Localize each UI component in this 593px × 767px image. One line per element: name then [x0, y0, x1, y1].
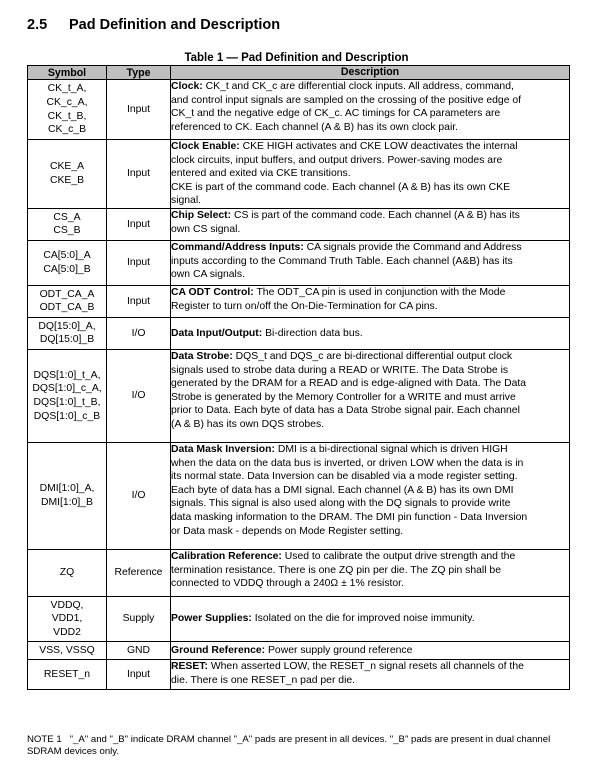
symbol-text: CA[5:0]_A [43, 250, 91, 262]
table-row [28, 549, 570, 596]
pad-function-name: RESET: [171, 660, 208, 672]
cell-description [171, 317, 570, 349]
symbol-text: DQ[15:0]_B [39, 334, 95, 346]
description-line [171, 255, 569, 269]
description-line [171, 121, 569, 135]
description-text: Isolated on the die for improved noise immunity. [254, 613, 475, 625]
table-row [28, 140, 570, 209]
description-line [171, 241, 569, 255]
cell-type: Input [107, 208, 171, 240]
description-line [171, 377, 569, 391]
cell-type: I/O [107, 349, 171, 442]
symbol-text: DQ[15:0]_A, [38, 320, 96, 332]
symbol-text: CS_A [53, 211, 81, 223]
description-line [171, 511, 569, 525]
description-text: CS is part of the command code. Each channel (A & B) has its [233, 209, 520, 221]
cell-symbol [28, 349, 107, 442]
description-text: Each byte of data has a DMI signal. Each channel (A & B) has its own DMI [171, 484, 514, 496]
description-line [171, 470, 569, 484]
header-type: Type [107, 66, 171, 80]
description-line [171, 209, 569, 223]
description-text: CK_t and the negative edge of CK_c. AC timings for CA parameters are [171, 108, 501, 120]
description-line [171, 364, 569, 378]
cell-symbol [28, 208, 107, 240]
description-line [171, 268, 569, 282]
pad-function-name: Ground Reference: [171, 644, 266, 656]
description-line [171, 80, 569, 94]
cell-symbol [28, 549, 107, 596]
cell-description [171, 442, 570, 549]
cell-description [171, 349, 570, 442]
pad-function-name: CA ODT Control: [171, 286, 254, 298]
cell-type: Supply [107, 596, 171, 641]
table-body [28, 80, 570, 690]
symbol-text: CA[5:0]_B [43, 263, 91, 275]
cell-type: Input [107, 240, 171, 285]
table-note [27, 734, 572, 758]
table-row [28, 317, 570, 349]
cell-type: GND [107, 641, 171, 659]
table-row [28, 208, 570, 240]
cell-description [171, 240, 570, 285]
cell-description [171, 140, 570, 209]
description-line [171, 327, 569, 341]
description-text: signals used to strobe data during a READ or WRITE. The Data Strobe is [171, 364, 509, 376]
header-symbol: Symbol [28, 66, 107, 80]
symbol-text: ODT_CA_A [39, 288, 95, 300]
table-row [28, 659, 570, 689]
symbol-text: CKE_B [49, 174, 85, 186]
description-text: clock circuits, input buffers, and output drivers. Power-saving modes are [171, 154, 503, 166]
description-line [171, 391, 569, 405]
description-text: or Data mask - depends on Mode Register setting. [171, 525, 404, 537]
cell-description [171, 285, 570, 317]
description-line [171, 404, 569, 418]
description-text: its normal state. Data Inversion can be disabled via a mode register setting. [171, 471, 518, 483]
cell-type: Input [107, 80, 171, 140]
pad-function-name: Command/Address Inputs: [171, 241, 304, 253]
description-line [171, 350, 569, 364]
note-label: NOTE 1 [27, 734, 62, 745]
description-line [171, 107, 569, 121]
section-heading [27, 17, 280, 33]
symbol-text: DMI[1:0]_A, [39, 483, 95, 495]
symbol-text: DQS[1:0]_t_A, [33, 369, 101, 381]
table-row [28, 285, 570, 317]
cell-type: Input [107, 140, 171, 209]
pad-function-name: Calibration Reference: [171, 550, 282, 562]
description-text: When asserted LOW, the RESET_n signal resets all channels of the [210, 660, 524, 672]
description-text: prior to Data. Each byte of data has a Data Strobe signal pair. Each channel [171, 405, 520, 417]
symbol-text: VDDQ, [50, 599, 84, 611]
symbol-text: ODT_CA_B [39, 302, 95, 314]
pad-definition-table [27, 65, 570, 690]
description-text: CK_t and CK_c are differential clock inputs. All address, command, [205, 81, 514, 92]
pad-function-name: Chip Select: [171, 209, 232, 221]
description-text: referenced to CK. Each channel (A & B) has its own clock pair. [171, 121, 459, 133]
cell-description [171, 641, 570, 659]
pad-function-name: Data Strobe: [171, 350, 233, 362]
table-caption: Table 1 — Pad Definition and Description [184, 52, 409, 64]
description-line [171, 223, 569, 237]
pad-function-name: Clock: [171, 81, 203, 92]
description-text: inputs according to the Command Truth Table. Each channel (A&B) has its [171, 255, 513, 267]
description-line [171, 674, 569, 688]
description-line [171, 167, 569, 181]
description-text: (A & B) has its own DQS strobes. [171, 418, 325, 430]
symbol-text: DQS[1:0]_c_A, [32, 383, 102, 395]
cell-symbol [28, 317, 107, 349]
description-text: own CS signal. [171, 223, 241, 235]
table-row [28, 596, 570, 641]
description-text: Power supply ground reference [268, 644, 413, 656]
cell-symbol [28, 596, 107, 641]
description-line [171, 140, 569, 154]
description-line [171, 484, 569, 498]
section-title: Pad Definition and Description [69, 17, 281, 33]
description-line [171, 497, 569, 511]
description-text: own CA signals. [171, 269, 245, 281]
description-text: DQS_t and DQS_c are bi-directional differential output clock [235, 350, 513, 362]
description-text: signal. [171, 195, 202, 207]
description-line [171, 564, 569, 578]
description-text: Strobe is generated by the Memory Controller for a WRITE and must arrive [171, 391, 516, 403]
description-text: generated by the DRAM for a READ and is edge-aligned with Data. The Data [171, 378, 527, 390]
symbol-text: CK_t_A, [47, 83, 87, 95]
description-text: Register to turn on/off the On-Die-Termination for CA pins. [171, 300, 438, 312]
description-text: Bi-direction data bus. [265, 327, 363, 339]
description-line [171, 286, 569, 300]
description-text: CKE HIGH activates and CKE LOW deactivates the internal [242, 141, 518, 152]
symbol-text: DQS[1:0]_t_B, [33, 396, 101, 408]
cell-description [171, 208, 570, 240]
symbol-text: ZQ [59, 567, 75, 579]
symbol-text: CK_c_B [47, 124, 87, 136]
description-line [171, 612, 569, 626]
cell-type: Input [107, 659, 171, 689]
pad-function-name: Clock Enable: [171, 141, 240, 152]
description-text: termination resistance. There is one ZQ pin per die. The ZQ pin shall be [171, 564, 501, 576]
description-text: signals. This signal is also used along with the DQ signals to provide write [171, 498, 511, 510]
pad-function-name: Data Mask Inversion: [171, 443, 275, 455]
table-row [28, 80, 570, 140]
cell-symbol [28, 641, 107, 659]
cell-description [171, 596, 570, 641]
description-text: Used to calibrate the output drive strength and the [284, 550, 516, 562]
pad-function-name: Data Input/Output: [171, 327, 263, 339]
cell-type: Reference [107, 549, 171, 596]
description-line [171, 194, 569, 208]
symbol-text: CK_c_A, [46, 96, 88, 108]
cell-symbol [28, 140, 107, 209]
description-line [171, 644, 569, 658]
section-number: 2.5 [27, 17, 48, 33]
note-text: "_A" and "_B" indicate DRAM channel "_A" pads are present in all devices. "_B" pads are present in dual channel SDRAM devices only. [27, 734, 551, 757]
description-text: CKE is part of the command code. Each channel (A & B) has its own CKE [171, 181, 511, 193]
symbol-text: VDD2 [53, 626, 81, 638]
cell-type: Input [107, 285, 171, 317]
description-text: entered and exited via CKE transitions. [171, 168, 351, 180]
cell-description [171, 659, 570, 689]
table-row [28, 641, 570, 659]
cell-symbol [28, 80, 107, 140]
description-text: CA signals provide the Command and Address [306, 241, 522, 253]
description-line [171, 154, 569, 168]
cell-type: I/O [107, 442, 171, 549]
cell-description [171, 80, 570, 140]
description-text: and control input signals are sampled on the crossing of the positive edge of [171, 94, 522, 106]
description-line [171, 300, 569, 314]
table-row [28, 240, 570, 285]
symbol-text: CKE_A [49, 161, 85, 173]
table-row [28, 442, 570, 549]
description-text: connected to VDDQ through a 240Ω ± 1% resistor. [171, 578, 404, 590]
description-line [171, 577, 569, 591]
description-line [171, 525, 569, 539]
description-text: when the data on the data bus is inverted, or driven LOW when the data is in [171, 457, 524, 469]
header-description: Description [171, 66, 570, 80]
description-line [171, 443, 569, 457]
description-text: DMI is a bi-directional signal which is driven HIGH [277, 443, 508, 455]
symbol-text: DMI[1:0]_B [41, 496, 93, 508]
symbol-text: VSS, VSSQ [39, 644, 95, 656]
cell-symbol [28, 442, 107, 549]
symbol-text: RESET_n [43, 668, 91, 680]
table-row [28, 349, 570, 442]
description-text: data masking information to the DRAM. The DMI pin function - Data Inversion [171, 511, 528, 523]
symbol-text: VDD1, [51, 613, 83, 625]
description-text: die. There is one RESET_n pad per die. [171, 674, 356, 686]
description-line [171, 457, 569, 471]
symbol-text: CK_t_B, [47, 110, 87, 122]
cell-symbol [28, 285, 107, 317]
description-line [171, 94, 569, 108]
description-line [171, 550, 569, 564]
cell-symbol [28, 240, 107, 285]
symbol-text: DQS[1:0]_c_B [33, 410, 101, 422]
pad-function-name: Power Supplies: [171, 613, 252, 625]
cell-description [171, 549, 570, 596]
cell-type: I/O [107, 317, 171, 349]
description-line [171, 181, 569, 195]
cell-symbol [28, 659, 107, 689]
description-text: The ODT_CA pin is used in conjunction with the Mode [256, 286, 506, 298]
symbol-text: CS_B [53, 225, 81, 237]
table-header-row [28, 66, 570, 80]
description-line [171, 660, 569, 674]
description-line [171, 418, 569, 432]
